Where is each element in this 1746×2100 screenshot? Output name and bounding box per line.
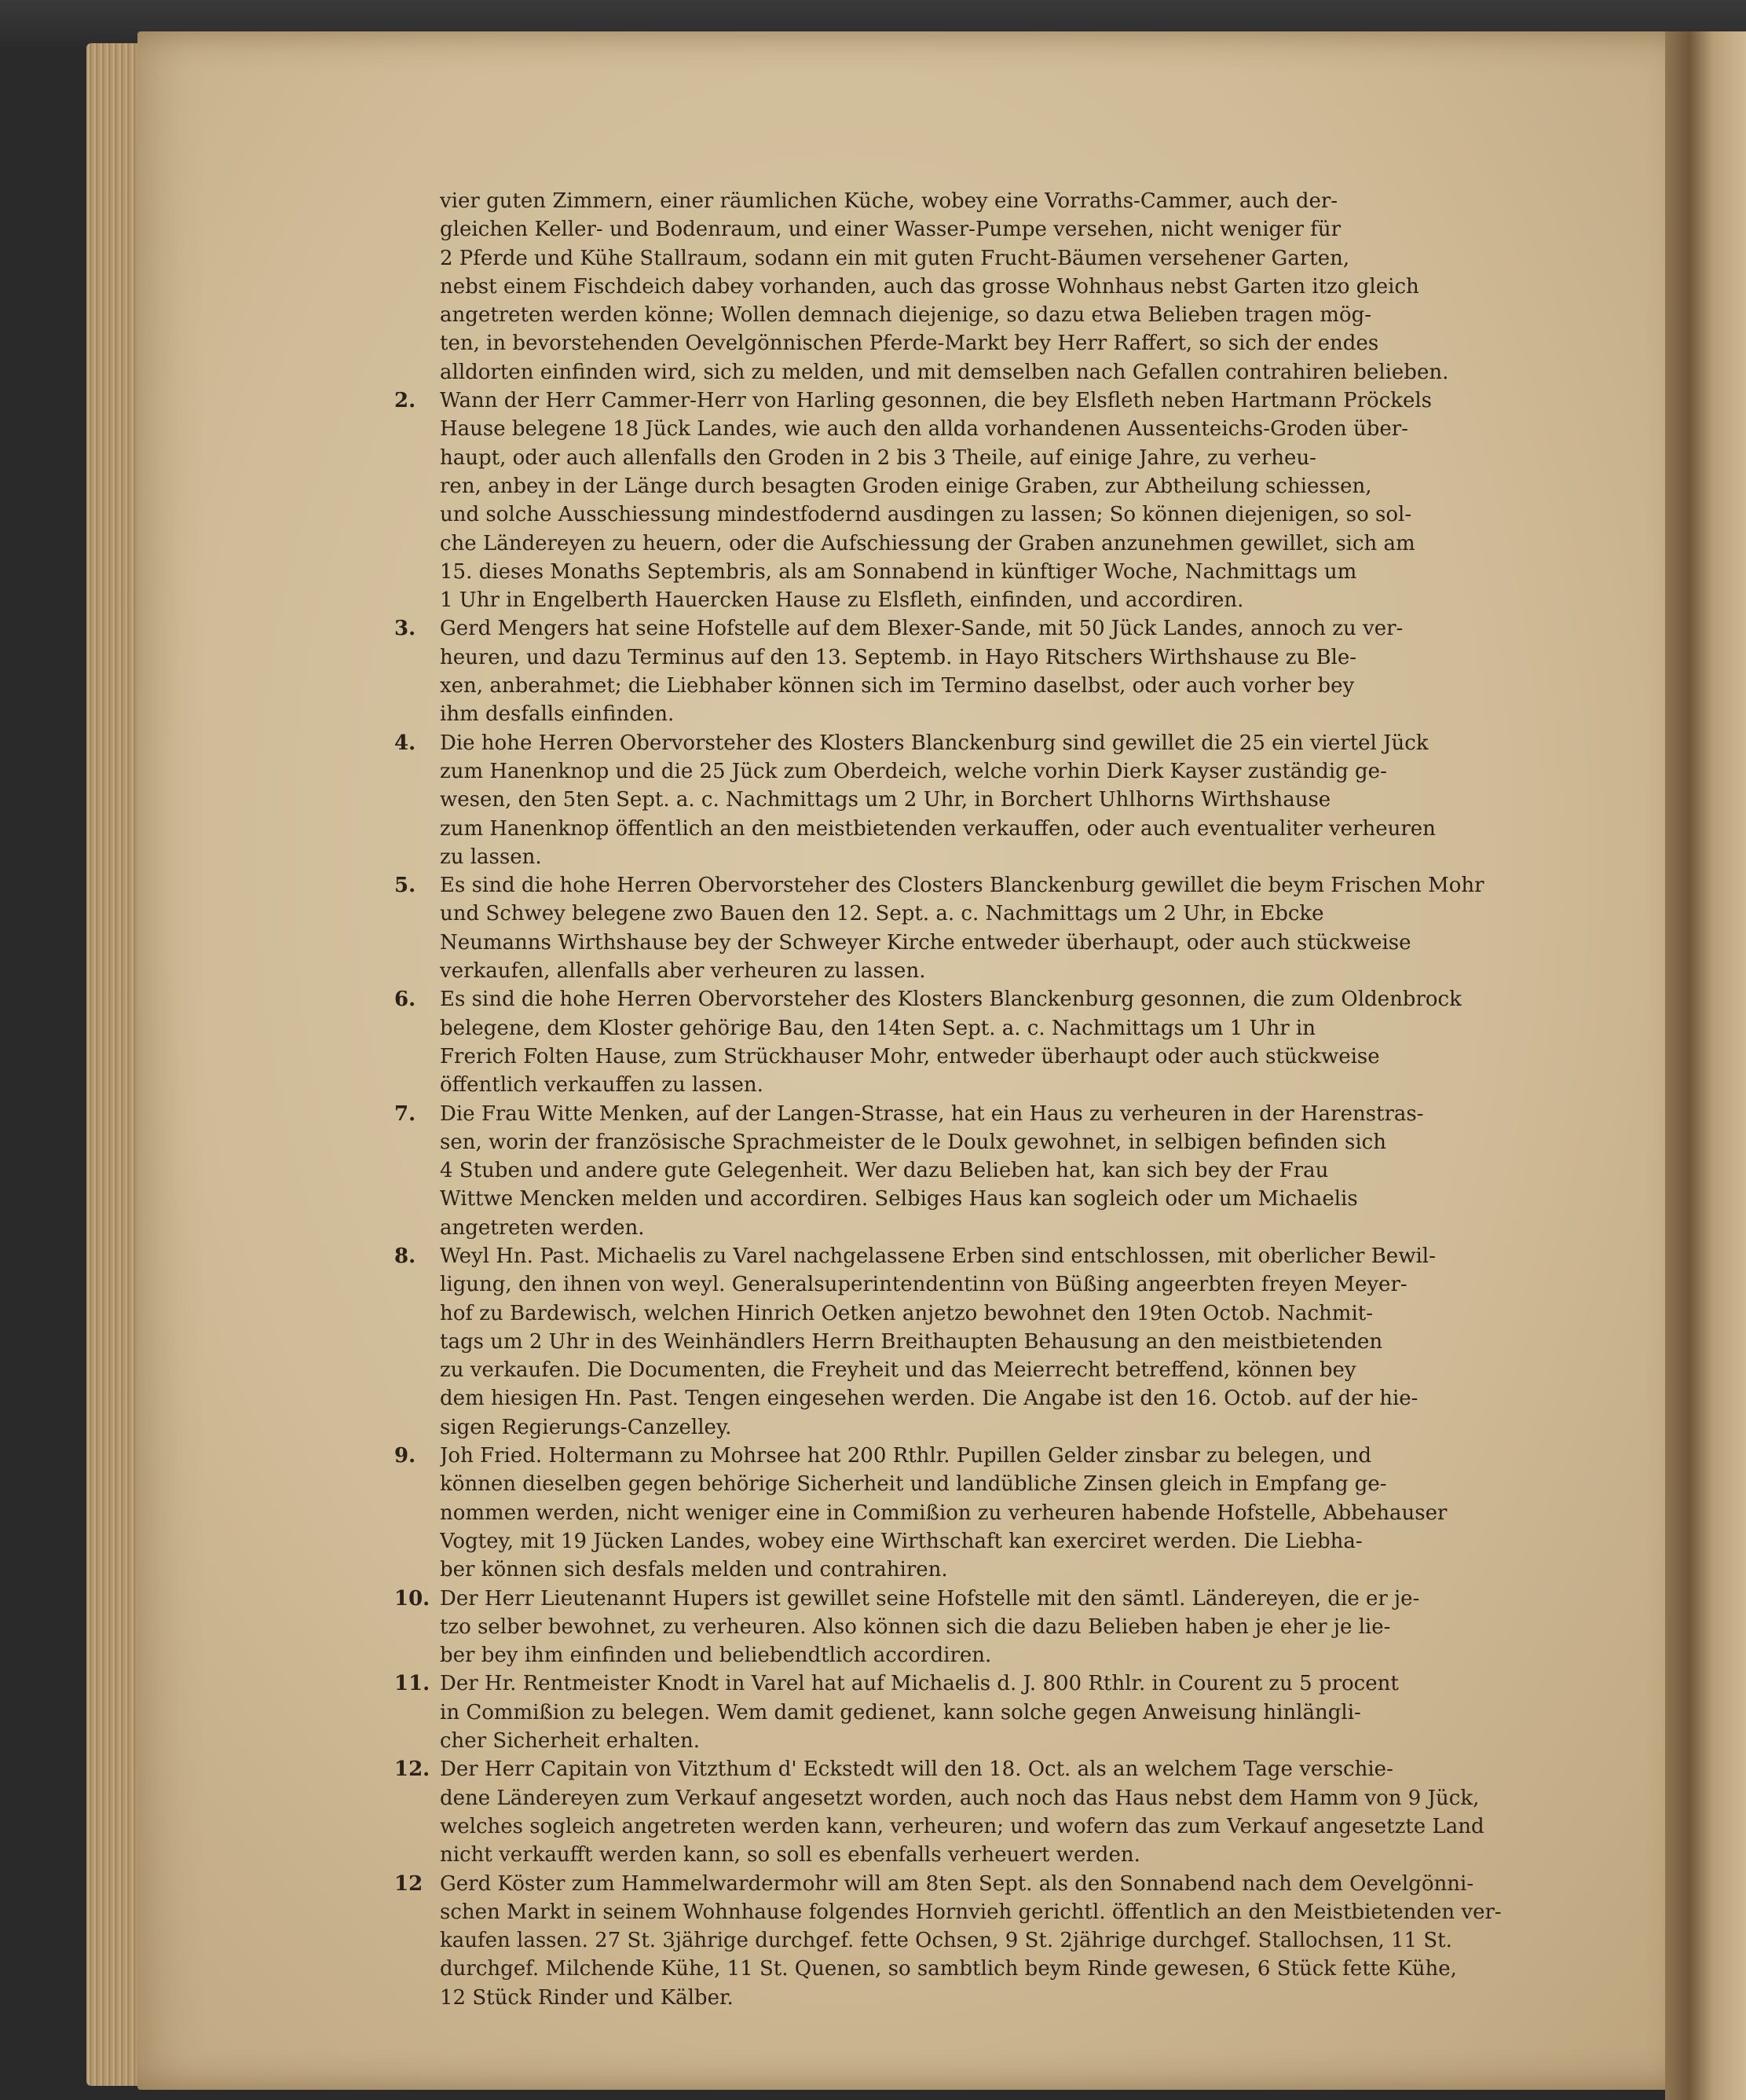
text-line: Wittwe Mencken melden und accordiren. Selbiges Haus kan sogleich oder um Michaelis: [440, 1187, 1358, 1211]
text-line: ten, in bevorstehenden Oevelgönnischen Pferde-Markt bey Herr Raffert, so sich der endes: [440, 332, 1379, 356]
text-line: haupt, oder auch allenfalls den Groden in 2 bis 3 Theile, auf einige Jahre, zu verheu-: [440, 445, 1316, 470]
item-number: 2.: [394, 389, 416, 413]
item-number: 11.: [394, 1672, 430, 1696]
text-line: Gerd Köster zum Hammelwardermohr will am 8ten Sept. als den Sonnabend nach dem Oevelgönni-: [440, 1871, 1474, 1896]
intro-paragraph: [440, 187, 1602, 387]
notice-item-8: [394, 1242, 1602, 1442]
text-line: schen Markt in seinem Wohnhause folgendes Hornvieh gerichtl. öffentlich an den Meistbietenden ver-: [440, 1900, 1502, 1924]
text-line: angetreten werden könne; Wollen demnach diejenige, so dazu etwa Belieben tragen mög-: [440, 303, 1372, 328]
text-line: in Commißion zu belegen. Wem damit gedienet, kann solche gegen Anweisung hinlängli-: [440, 1700, 1361, 1724]
item-number: 12: [394, 1871, 423, 1896]
item-number: 8.: [394, 1244, 416, 1268]
text-line: 15. dieses Monaths Septembris, als am Sonnabend in künftiger Woche, Nachmittags um: [440, 559, 1357, 584]
text-line: belegene, dem Kloster gehörige Bau, den 14ten Sept. a. c. Nachmittags um 1 Uhr in: [440, 1016, 1316, 1040]
text-line: ber bey ihm einfinden und beliebendtlich accordiren.: [440, 1644, 992, 1668]
text-line: Neumanns Wirthshause bey der Schweyer Kirche entweder überhaupt, oder auch stückweise: [440, 930, 1411, 955]
text-line: ligung, den ihnen von weyl. Generalsuperintendentinn von Büßing angeerbten freyen Meyer-: [440, 1273, 1407, 1297]
notice-item-12b: [394, 1870, 1602, 2012]
item-number: 10.: [394, 1586, 430, 1611]
text-line: Der Hr. Rentmeister Knodt in Varel hat auf Michaelis d. J. 800 Rthlr. in Courent zu 5 procent: [440, 1672, 1399, 1696]
text-line: öffentlich verkauffen zu lassen.: [440, 1073, 763, 1098]
text-line: 2 Pferde und Kühe Stallraum, sodann ein mit guten Frucht-Bäumen versehener Garten,: [440, 246, 1350, 270]
text-line: 12 Stück Rinder und Kälber.: [440, 1985, 734, 2010]
notice-item-9: [394, 1442, 1602, 1584]
text-line: tzo selber bewohnet, zu verheuren. Also können sich die dazu Belieben haben je eher je lie-: [440, 1614, 1391, 1639]
book-gutter: [1665, 31, 1746, 2100]
text-line: zu lassen.: [440, 845, 542, 869]
text-line: Vogtey, mit 19 Jücken Landes, wobey eine Wirthschaft kan exerciret werden. Die Liebha-: [440, 1529, 1363, 1553]
text-line: 1 Uhr in Engelberth Hauercken Hause zu Elsfleth, einfinden, und accordiren.: [440, 588, 1244, 613]
notice-item-6: [394, 985, 1602, 1099]
text-line: vier guten Zimmern, einer räumlichen Küche, wobey eine Vorraths-Cammer, auch der-: [440, 189, 1338, 213]
text-line: und Schwey belegene zwo Bauen den 12. Sept. a. c. Nachmittags um 2 Uhr, in Ebcke: [440, 902, 1324, 926]
notice-item-2: [394, 387, 1602, 614]
text-line: dem hiesigen Hn. Past. Tengen eingesehen werden. Die Angabe ist den 16. Octob. auf der hie-: [440, 1387, 1418, 1411]
text-line: können dieselben gegen behörige Sicherheit und landübliche Zinsen gleich in Empfang ge-: [440, 1472, 1387, 1497]
text-line: Frerich Folten Hause, zum Strückhauser Mohr, entweder überhaupt oder auch stückweise: [440, 1044, 1380, 1068]
text-line: Hause belegene 18 Jück Landes, wie auch den allda vorhandenen Aussenteichs-Groden über-: [440, 417, 1408, 442]
text-line: verkaufen, allenfalls aber verheuren zu lassen.: [440, 959, 926, 984]
text-line: Wann der Herr Cammer-Herr von Harling gesonnen, die bey Elsfleth neben Hartmann Pröckels: [440, 389, 1433, 413]
text-line: hof zu Bardewisch, welchen Hinrich Oetken anjetzo bewohnet den 19ten Octob. Nachmit-: [440, 1301, 1373, 1325]
text-line: welches sogleich angetreten werden kann, verheuren; und wofern das zum Verkauf angesetzte Land: [440, 1814, 1484, 1838]
text-line: dene Ländereyen zum Verkauf angesetzt worden, auch noch das Haus nebst dem Hamm von 9 Jück,: [440, 1786, 1480, 1810]
text-line: sen, worin der französische Sprachmeister de le Doulx gewohnet, in selbigen befinden sich: [440, 1130, 1386, 1154]
item-number: 4.: [394, 731, 416, 755]
text-line: che Ländereyen zu heuern, oder die Aufschiessung der Graben anzunehmen gewillet, sich am: [440, 531, 1415, 555]
page-text: [394, 187, 1602, 2012]
text-line: cher Sicherheit erhalten.: [440, 1729, 701, 1754]
notice-item-12: [394, 1755, 1602, 1869]
text-line: ihm desfalls einfinden.: [440, 702, 675, 727]
text-line: nicht verkaufft werden kann, so soll es ebenfalls verheuert werden.: [440, 1843, 1140, 1867]
text-line: nommen werden, nicht weniger eine in Commißion zu verheuren habende Hofstelle, Abbehauser: [440, 1501, 1448, 1525]
notice-item-3: [394, 614, 1602, 728]
text-line: Joh Fried. Holtermann zu Mohrsee hat 200 Rthlr. Pupillen Gelder zinsbar zu belegen, und: [440, 1444, 1372, 1468]
text-line: Gerd Mengers hat seine Hofstelle auf dem Blexer-Sande, mit 50 Jück Landes, annoch zu ver-: [440, 617, 1404, 641]
notice-item-4: [394, 729, 1602, 871]
text-line: Die hohe Herren Obervorsteher des Klosters Blanckenburg sind gewillet die 25 ein viertel Jück: [440, 731, 1429, 755]
text-line: wesen, den 5ten Sept. a. c. Nachmittags um 2 Uhr, in Borchert Uhlhorns Wirthshause: [440, 788, 1331, 812]
text-line: sigen Regierungs-Canzelley.: [440, 1415, 732, 1439]
notice-item-7: [394, 1100, 1602, 1242]
item-number: 3.: [394, 617, 416, 641]
text-line: angetreten werden.: [440, 1215, 645, 1240]
text-line: Es sind die hohe Herren Obervorsteher des Closters Blanckenburg gewillet die beym Frischen Mohr: [440, 874, 1484, 898]
text-line: nebst einem Fischdeich dabey vorhanden, auch das grosse Wohnhaus nebst Garten itzo gleich: [440, 274, 1419, 299]
text-line: Der Herr Capitain von Vitzthum d' Eckstedt will den 18. Oct. als an welchem Tage verschie-: [440, 1757, 1393, 1782]
item-number: 9.: [394, 1444, 416, 1468]
notice-item-10: [394, 1585, 1602, 1670]
text-line: durchgef. Milchende Kühe, 11 St. Quenen, so sambtlich beym Rinde gewesen, 6 Stück fette Kühe,: [440, 1957, 1457, 1981]
text-line: Die Frau Witte Menken, auf der Langen-Strasse, hat ein Haus zu verheuren in der Harenstras-: [440, 1101, 1424, 1126]
text-line: ber können sich desfals melden und contrahiren.: [440, 1558, 948, 1582]
notice-item-5: [394, 871, 1602, 985]
text-line: heuren, und dazu Terminus auf den 13. Septemb. in Hayo Ritschers Wirthshause zu Ble-: [440, 645, 1357, 669]
text-line: zum Hanenknop und die 25 Jück zum Oberdeich, welche vorhin Dierk Kayser zuständig ge-: [440, 759, 1387, 783]
text-line: kaufen lassen. 27 St. 3jährige durchgef. fette Ochsen, 9 St. 2jährige durchgef. Stallochsen, 11 St.: [440, 1929, 1452, 1953]
notice-item-11: [394, 1669, 1602, 1755]
text-line: Weyl Hn. Past. Michaelis zu Varel nachgelassene Erben sind entschlossen, mit oberlicher Bewil-: [440, 1244, 1436, 1268]
text-line: xen, anberahmet; die Liebhaber können sich im Termino daselbst, oder auch vorher bey: [440, 674, 1355, 698]
item-number: 12.: [394, 1757, 430, 1782]
item-number: 6.: [394, 988, 416, 1012]
text-line: zum Hanenknop öffentlich an den meistbietenden verkauffen, oder auch eventualiter verheuren: [440, 816, 1436, 841]
text-line: ren, anbey in der Länge durch besagten Groden einige Graben, zur Abtheilung schiessen,: [440, 474, 1372, 498]
text-line: Der Herr Lieutenannt Hupers ist gewillet seine Hofstelle mit den sämtl. Ländereyen, die er je-: [440, 1586, 1420, 1611]
text-line: und solche Ausschiessung mindestfodernd ausdingen zu lassen; So können diejenigen, so sol-: [440, 503, 1412, 527]
item-number: 5.: [394, 874, 416, 898]
item-number: 7.: [394, 1101, 416, 1126]
text-line: alldorten einfinden wird, sich zu melden, und mit demselben nach Gefallen contrahiren belieben.: [440, 360, 1449, 384]
text-line: Es sind die hohe Herren Obervorsteher des Klosters Blanckenburg gesonnen, die zum Oldenbrock: [440, 988, 1462, 1012]
text-line: gleichen Keller- und Bodenraum, und einer Wasser-Pumpe versehen, nicht weniger für: [440, 218, 1342, 242]
text-line: 4 Stuben und andere gute Gelegenheit. Wer dazu Belieben hat, kan sich bey der Frau: [440, 1159, 1329, 1183]
text-line: tags um 2 Uhr in des Weinhändlers Herrn Breithaupten Behausung an den meistbietenden: [440, 1329, 1383, 1354]
text-line: zu verkaufen. Die Documenten, die Freyheit und das Meierrecht betreffend, können bey: [440, 1358, 1356, 1383]
